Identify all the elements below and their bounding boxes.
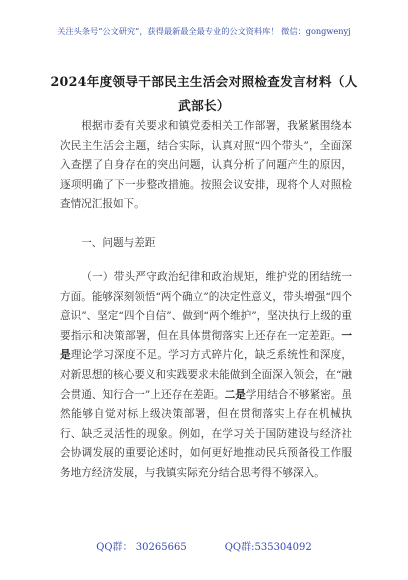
footer xyxy=(0,538,408,553)
footer-qq-group-2: QQ群:535304092 xyxy=(224,542,312,553)
body-text-2: 理论学习深度不足。学习方式碎片化，缺乏系统性和深度，对新思想的核心要义和实践要求未能做到全面深入领会，在“融会贯通、知行合一”上还存在差距。 xyxy=(60,349,353,401)
point-marker-1: 一是 xyxy=(60,329,352,362)
document-title: 2024年度领导干部民主生活会对照检查发言材料（人武部长） xyxy=(50,74,358,113)
header-note: 关注头条号“公文研究”，获得最新最全最专业的公文资料库！ 微信：gongwenyj xyxy=(57,26,351,36)
body-text-3: 学用结合不够紧密。虽然能够自觉对标上级决策部署，但在贯彻落实上存在机械执行、缺乏灵活性的现象。例如，在学习关于国防建设与经济社会协调发展的重要论述时，如何更好地推动民兵预备役工作服务地方经济发展，与我镇实际充分结合思考得不够深入。 xyxy=(60,388,353,479)
section-heading: 一、问题与差距 xyxy=(81,237,156,249)
intro-paragraph: 根据市委有关要求和镇党委相关工作部署，我紧紧围绕本次民主生活会主题，结合实际，认真对照“四个带头”，全面深入查摆了自身存在的突出问题，认真分析了问题产生的原因，逐项明确了下一步整改措施。按照会议安排，现将个人对照检查情况汇报如下。 xyxy=(60,120,352,211)
body-paragraph xyxy=(60,268,352,484)
point-marker-2: 二是 xyxy=(224,388,246,401)
footer-qq-group-1: QQ群： 30265665 xyxy=(96,542,187,553)
body-text-1: （一）带头严守政治纪律和政治规矩，维护党的团结统一方面。能够深刻领悟“两个确立”的决定性意义，带头增强“四个意识”、坚定“四个自信”、做到“两个维护”，坚决执行上级的重要指示和决策部署，但在具体贯彻落实上还存在一定差距。 xyxy=(60,271,352,342)
